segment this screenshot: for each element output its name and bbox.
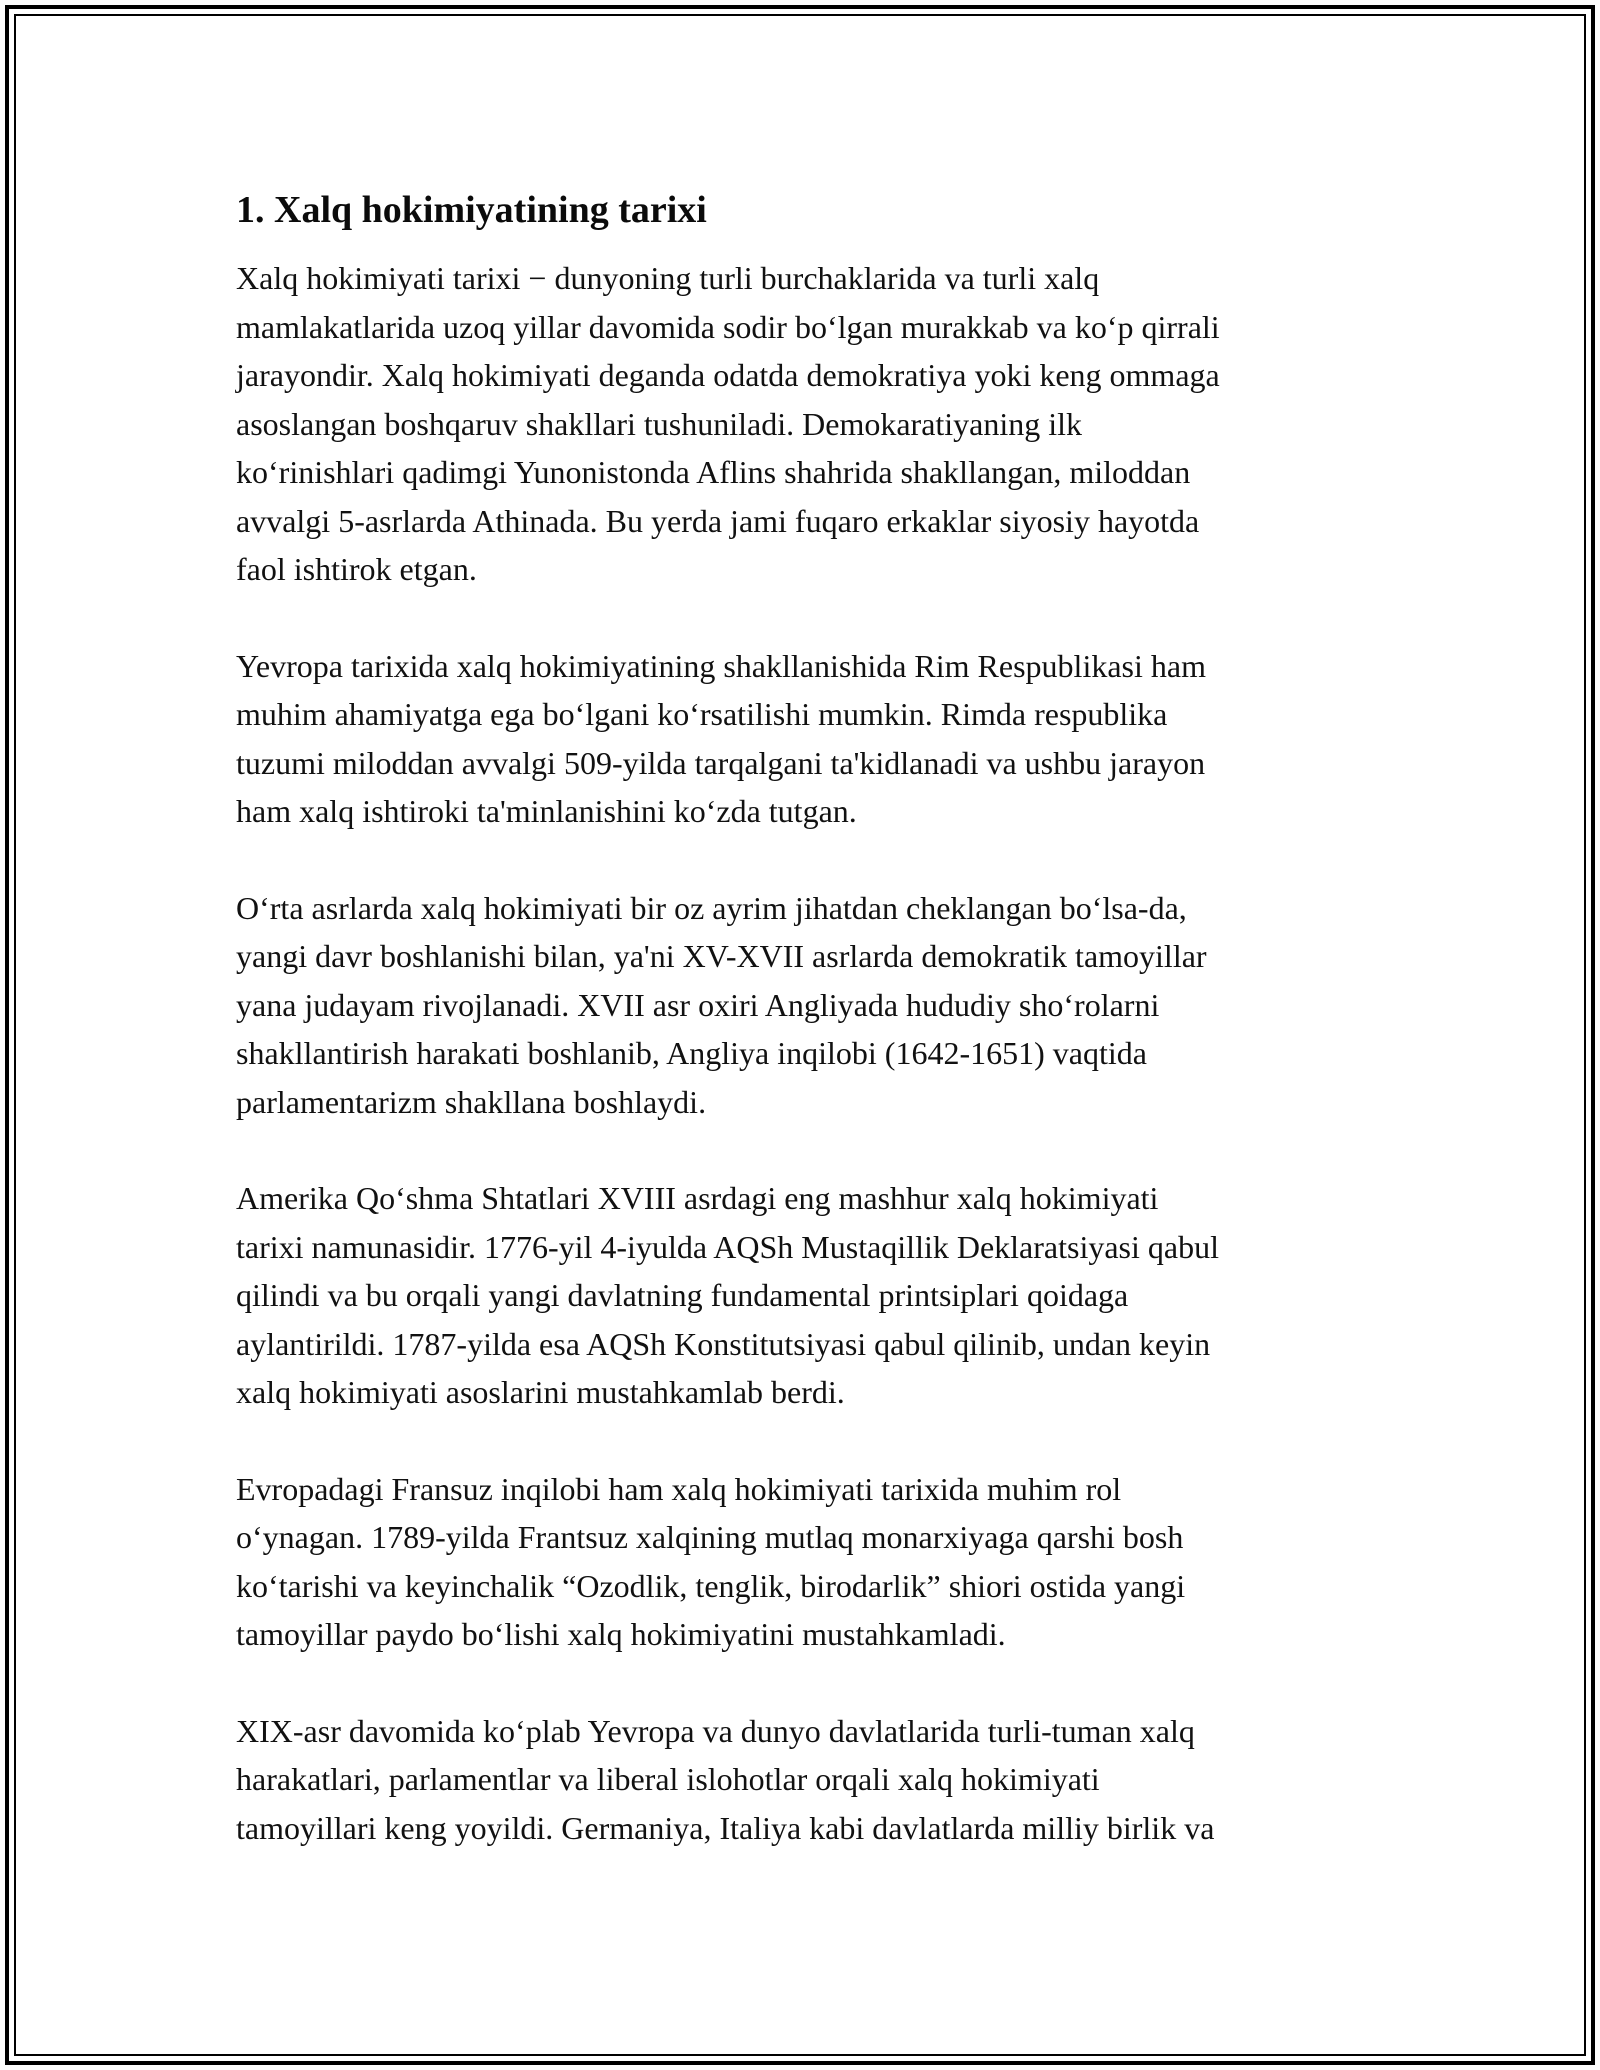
text-line: Xalq hokimiyati tarixi − dunyoning turli burchaklarida va turli xalq: [236, 260, 1100, 296]
text-line: yangi davr boshlanishi bilan, ya'ni XV-XVII asrlarda demokratik tamoyillar: [236, 938, 1207, 974]
text-line: koʻtarishi va keyinchalik “Ozodlik, tenglik, birodarlik” shiori ostida yangi: [236, 1567, 1186, 1604]
paragraph: [236, 1174, 1376, 1417]
text-line: Evropadagi Fransuz inqilobi ham xalq hokimiyati tarixida muhim rol: [236, 1470, 1122, 1507]
text-line: yana judayam rivojlanadi. XVII asr oxiri Angliyada hududiy shoʻrolarni: [236, 986, 1160, 1023]
text-line: harakatlari, parlamentlar va liberal islohotlar orqali xalq hokimiyati: [236, 1761, 1100, 1797]
text-line: XIX-asr davomida koʻplab Yevropa va dunyo davlatlarida turli-tuman xalq: [236, 1712, 1195, 1749]
text-line: mamlakatlarida uzoq yillar davomida sodir boʻlgan murakkab va koʻp qirrali: [236, 308, 1220, 345]
text-line: Yevropa tarixida xalq hokimiyatining shakllanishida Rim Respublikasi ham: [236, 647, 1206, 684]
text-line: tamoyillari keng yoyildi. Germaniya, Italiya kabi davlatlarda milliy birlik va: [236, 1809, 1215, 1846]
text-line: koʻrinishlari qadimgi Yunonistonda Aflins shahrida shakllangan, miloddan: [236, 454, 1191, 490]
section-heading: 1. Xalq hokimiyatining tarixi: [236, 189, 707, 231]
text-line: parlamentarizm shakllana boshlaydi.: [236, 1083, 707, 1120]
text-line: tuzumi miloddan avvalgi 509-yilda tarqalgani ta'kidlanadi va ushbu jarayon: [236, 744, 1206, 781]
text-line: ham xalq ishtiroki ta'minlanishini koʻzda tutgan.: [236, 793, 857, 829]
text-line: jarayondir. Xalq hokimiyati deganda odatda demokratiya yoki keng ommaga: [236, 357, 1220, 393]
document-body: [236, 186, 1376, 1900]
text-line: tamoyillar paydo boʻlishi xalq hokimiyatini mustahkamladi.: [236, 1616, 1006, 1652]
text-line: oʻynagan. 1789-yilda Frantsuz xalqining mutlaq monarxiyaga qarshi bosh: [236, 1519, 1184, 1555]
text-line: avvalgi 5-asrlarda Athinada. Bu yerda jami fuqaro erkaklar siyosiy hayotda: [236, 502, 1200, 539]
text-line: tarixi namunasidir. 1776-yil 4-iyulda AQSh Mustaqillik Deklaratsiyasi qabul: [236, 1228, 1219, 1265]
text-line: xalq hokimiyati asoslarini mustahkamlab berdi.: [236, 1374, 845, 1410]
paragraph: [236, 884, 1376, 1127]
text-line: muhim ahamiyatga ega boʻlgani koʻrsatilishi mumkin. Rimda respublika: [236, 696, 1168, 732]
text-line: asoslangan boshqaruv shakllari tushuniladi. Demokaratiyaning ilk: [236, 405, 1083, 442]
paragraph: [236, 254, 1376, 594]
paragraph: [236, 1465, 1376, 1659]
text-line: Oʻrta asrlarda xalq hokimiyati bir oz ayrim jihatdan cheklangan boʻlsa-da,: [236, 889, 1187, 926]
text-line: shakllantirish harakati boshlanib, Angliya inqilobi (1642-1651) vaqtida: [236, 1035, 1147, 1071]
text-line: aylantirildi. 1787-yilda esa AQSh Konstitutsiyasi qabul qilinib, undan keyin: [236, 1325, 1211, 1362]
paragraph: [236, 642, 1376, 836]
text-line: qilindi va bu orqali yangi davlatning fundamental printsiplari qoidaga: [236, 1277, 1129, 1313]
text-line: faol ishtirok etgan.: [236, 551, 477, 587]
text-line: Amerika Qoʻshma Shtatlari XVIII asrdagi eng mashhur xalq hokimiyati: [236, 1180, 1159, 1216]
paragraph: [236, 1707, 1376, 1853]
